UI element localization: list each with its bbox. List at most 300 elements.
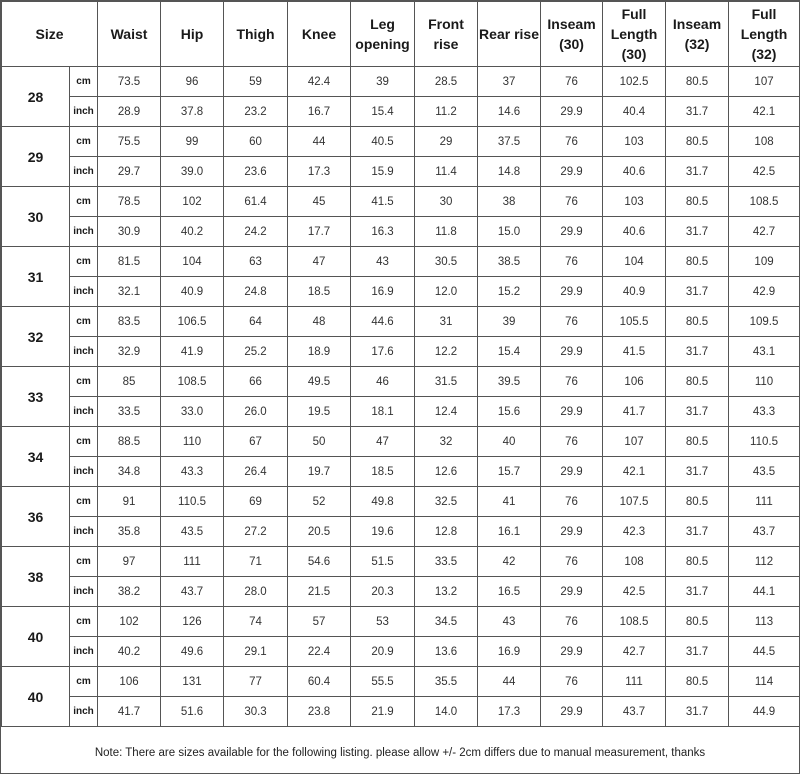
measurement-cell: 110.5 bbox=[161, 487, 224, 517]
measurement-cell: 80.5 bbox=[666, 547, 729, 577]
measurement-cell: 43.5 bbox=[729, 457, 800, 487]
measurement-cell: 76 bbox=[541, 607, 603, 637]
unit-label: cm bbox=[70, 427, 98, 457]
size-label: 31 bbox=[2, 247, 70, 307]
unit-label: cm bbox=[70, 67, 98, 97]
measurement-cell: 76 bbox=[541, 67, 603, 97]
measurement-cell: 43.7 bbox=[729, 517, 800, 547]
measurement-cell: 67 bbox=[224, 427, 288, 457]
measurement-cell: 77 bbox=[224, 667, 288, 697]
unit-label: cm bbox=[70, 367, 98, 397]
measurement-cell: 44.9 bbox=[729, 697, 800, 727]
unit-label: inch bbox=[70, 97, 98, 127]
measurement-cell: 51.6 bbox=[161, 697, 224, 727]
measurement-cell: 41.9 bbox=[161, 337, 224, 367]
measurement-cell: 23.6 bbox=[224, 157, 288, 187]
measurement-cell: 51.5 bbox=[351, 547, 415, 577]
measurement-cell: 31.7 bbox=[666, 697, 729, 727]
measurement-cell: 73.5 bbox=[98, 67, 161, 97]
measurement-cell: 18.5 bbox=[351, 457, 415, 487]
measurement-cell: 17.6 bbox=[351, 337, 415, 367]
measurement-cell: 80.5 bbox=[666, 67, 729, 97]
measurement-cell: 21.9 bbox=[351, 697, 415, 727]
measurement-cell: 42.3 bbox=[603, 517, 666, 547]
table-row bbox=[2, 337, 800, 367]
measurement-cell: 33.5 bbox=[98, 397, 161, 427]
header-knee: Knee bbox=[288, 2, 351, 67]
measurement-cell: 32 bbox=[415, 427, 478, 457]
measurement-cell: 30.9 bbox=[98, 217, 161, 247]
measurement-cell: 35.8 bbox=[98, 517, 161, 547]
measurement-cell: 40.6 bbox=[603, 157, 666, 187]
measurement-cell: 104 bbox=[161, 247, 224, 277]
measurement-cell: 74 bbox=[224, 607, 288, 637]
measurement-cell: 14.6 bbox=[478, 97, 541, 127]
measurement-cell: 16.3 bbox=[351, 217, 415, 247]
table-row bbox=[2, 367, 800, 397]
measurement-cell: 107 bbox=[729, 67, 800, 97]
header-row bbox=[2, 2, 800, 67]
measurement-cell: 18.9 bbox=[288, 337, 351, 367]
measurement-cell: 12.6 bbox=[415, 457, 478, 487]
measurement-cell: 76 bbox=[541, 487, 603, 517]
measurement-cell: 15.7 bbox=[478, 457, 541, 487]
unit-label: cm bbox=[70, 127, 98, 157]
measurement-cell: 41.5 bbox=[351, 187, 415, 217]
measurement-cell: 16.9 bbox=[478, 637, 541, 667]
measurement-cell: 103 bbox=[603, 187, 666, 217]
unit-label: cm bbox=[70, 607, 98, 637]
unit-label: inch bbox=[70, 457, 98, 487]
measurement-cell: 31.7 bbox=[666, 517, 729, 547]
measurement-cell: 22.4 bbox=[288, 637, 351, 667]
measurement-cell: 104 bbox=[603, 247, 666, 277]
measurement-cell: 76 bbox=[541, 547, 603, 577]
table-row bbox=[2, 307, 800, 337]
measurement-cell: 18.1 bbox=[351, 397, 415, 427]
measurement-cell: 85 bbox=[98, 367, 161, 397]
measurement-cell: 102 bbox=[98, 607, 161, 637]
unit-label: cm bbox=[70, 487, 98, 517]
measurement-cell: 23.2 bbox=[224, 97, 288, 127]
measurement-cell: 29.9 bbox=[541, 697, 603, 727]
measurement-cell: 96 bbox=[161, 67, 224, 97]
measurement-cell: 105.5 bbox=[603, 307, 666, 337]
measurement-cell: 29.7 bbox=[98, 157, 161, 187]
measurement-cell: 43.7 bbox=[161, 577, 224, 607]
measurement-cell: 43 bbox=[351, 247, 415, 277]
measurement-cell: 111 bbox=[729, 487, 800, 517]
measurement-cell: 32.9 bbox=[98, 337, 161, 367]
measurement-cell: 80.5 bbox=[666, 607, 729, 637]
measurement-cell: 29.9 bbox=[541, 157, 603, 187]
measurement-cell: 29.9 bbox=[541, 217, 603, 247]
measurement-cell: 20.5 bbox=[288, 517, 351, 547]
unit-label: cm bbox=[70, 667, 98, 697]
measurement-cell: 76 bbox=[541, 127, 603, 157]
measurement-cell: 39 bbox=[351, 67, 415, 97]
unit-label: inch bbox=[70, 637, 98, 667]
measurement-cell: 25.2 bbox=[224, 337, 288, 367]
size-table-body bbox=[2, 67, 800, 727]
measurement-cell: 40.2 bbox=[161, 217, 224, 247]
measurement-cell: 53 bbox=[351, 607, 415, 637]
unit-label: cm bbox=[70, 307, 98, 337]
size-label: 40 bbox=[2, 667, 70, 727]
measurement-cell: 42.1 bbox=[603, 457, 666, 487]
measurement-cell: 47 bbox=[288, 247, 351, 277]
measurement-cell: 83.5 bbox=[98, 307, 161, 337]
measurement-cell: 31.7 bbox=[666, 97, 729, 127]
measurement-cell: 57 bbox=[288, 607, 351, 637]
measurement-cell: 31.7 bbox=[666, 157, 729, 187]
measurement-cell: 16.9 bbox=[351, 277, 415, 307]
measurement-cell: 29.9 bbox=[541, 337, 603, 367]
table-row bbox=[2, 637, 800, 667]
measurement-cell: 106.5 bbox=[161, 307, 224, 337]
measurement-cell: 112 bbox=[729, 547, 800, 577]
table-row bbox=[2, 457, 800, 487]
measurement-cell: 47 bbox=[351, 427, 415, 457]
measurement-cell: 45 bbox=[288, 187, 351, 217]
measurement-cell: 103 bbox=[603, 127, 666, 157]
measurement-cell: 54.6 bbox=[288, 547, 351, 577]
measurement-cell: 29.9 bbox=[541, 277, 603, 307]
measurement-cell: 40.9 bbox=[603, 277, 666, 307]
measurement-cell: 80.5 bbox=[666, 307, 729, 337]
measurement-cell: 32.5 bbox=[415, 487, 478, 517]
measurement-cell: 28.0 bbox=[224, 577, 288, 607]
measurement-cell: 12.0 bbox=[415, 277, 478, 307]
measurement-cell: 35.5 bbox=[415, 667, 478, 697]
measurement-cell: 31.7 bbox=[666, 337, 729, 367]
measurement-cell: 39 bbox=[478, 307, 541, 337]
measurement-cell: 13.6 bbox=[415, 637, 478, 667]
header-inseam-32: Inseam (32) bbox=[666, 2, 729, 67]
measurement-cell: 37 bbox=[478, 67, 541, 97]
measurement-cell: 59 bbox=[224, 67, 288, 97]
measurement-cell: 38.2 bbox=[98, 577, 161, 607]
measurement-cell: 15.4 bbox=[351, 97, 415, 127]
unit-label: inch bbox=[70, 697, 98, 727]
table-row bbox=[2, 247, 800, 277]
measurement-cell: 16.5 bbox=[478, 577, 541, 607]
measurement-cell: 107.5 bbox=[603, 487, 666, 517]
header-rear-rise: Rear rise bbox=[478, 2, 541, 67]
measurement-cell: 11.2 bbox=[415, 97, 478, 127]
table-row bbox=[2, 157, 800, 187]
measurement-cell: 80.5 bbox=[666, 427, 729, 457]
measurement-cell: 110 bbox=[729, 367, 800, 397]
table-row bbox=[2, 217, 800, 247]
measurement-cell: 17.3 bbox=[288, 157, 351, 187]
unit-label: cm bbox=[70, 547, 98, 577]
measurement-cell: 49.8 bbox=[351, 487, 415, 517]
measurement-cell: 99 bbox=[161, 127, 224, 157]
measurement-cell: 14.8 bbox=[478, 157, 541, 187]
size-label: 28 bbox=[2, 67, 70, 127]
measurement-cell: 41.7 bbox=[98, 697, 161, 727]
measurement-cell: 78.5 bbox=[98, 187, 161, 217]
measurement-cell: 26.4 bbox=[224, 457, 288, 487]
table-row bbox=[2, 277, 800, 307]
measurement-cell: 42.1 bbox=[729, 97, 800, 127]
measurement-cell: 49.5 bbox=[288, 367, 351, 397]
measurement-cell: 16.1 bbox=[478, 517, 541, 547]
size-label: 34 bbox=[2, 427, 70, 487]
measurement-cell: 41.5 bbox=[603, 337, 666, 367]
header-size: Size bbox=[2, 2, 98, 67]
measurement-cell: 12.8 bbox=[415, 517, 478, 547]
measurement-cell: 23.8 bbox=[288, 697, 351, 727]
measurement-cell: 31.7 bbox=[666, 577, 729, 607]
header-leg-opening: Leg opening bbox=[351, 2, 415, 67]
measurement-cell: 42.9 bbox=[729, 277, 800, 307]
measurement-cell: 30.3 bbox=[224, 697, 288, 727]
measurement-cell: 76 bbox=[541, 667, 603, 697]
measurement-cell: 108.5 bbox=[603, 607, 666, 637]
measurement-cell: 30 bbox=[415, 187, 478, 217]
measurement-cell: 52 bbox=[288, 487, 351, 517]
measurement-cell: 44.6 bbox=[351, 307, 415, 337]
measurement-cell: 49.6 bbox=[161, 637, 224, 667]
measurement-cell: 131 bbox=[161, 667, 224, 697]
header-thigh: Thigh bbox=[224, 2, 288, 67]
measurement-cell: 37.8 bbox=[161, 97, 224, 127]
measurement-cell: 64 bbox=[224, 307, 288, 337]
measurement-cell: 29 bbox=[415, 127, 478, 157]
measurement-cell: 13.2 bbox=[415, 577, 478, 607]
measurement-cell: 15.4 bbox=[478, 337, 541, 367]
table-row bbox=[2, 127, 800, 157]
measurement-cell: 44.1 bbox=[729, 577, 800, 607]
measurement-cell: 60.4 bbox=[288, 667, 351, 697]
measurement-cell: 106 bbox=[98, 667, 161, 697]
measurement-cell: 75.5 bbox=[98, 127, 161, 157]
table-row bbox=[2, 697, 800, 727]
measurement-cell: 24.8 bbox=[224, 277, 288, 307]
measurement-cell: 31.7 bbox=[666, 277, 729, 307]
measurement-cell: 46 bbox=[351, 367, 415, 397]
unit-label: inch bbox=[70, 577, 98, 607]
size-chart-table bbox=[1, 1, 800, 727]
measurement-cell: 29.1 bbox=[224, 637, 288, 667]
measurement-cell: 38.5 bbox=[478, 247, 541, 277]
measurement-cell: 29.9 bbox=[541, 637, 603, 667]
size-label: 40 bbox=[2, 607, 70, 667]
measurement-cell: 42.5 bbox=[729, 157, 800, 187]
measurement-cell: 114 bbox=[729, 667, 800, 697]
measurement-cell: 102.5 bbox=[603, 67, 666, 97]
measurement-cell: 50 bbox=[288, 427, 351, 457]
table-row bbox=[2, 487, 800, 517]
measurement-cell: 108.5 bbox=[161, 367, 224, 397]
measurement-cell: 42 bbox=[478, 547, 541, 577]
measurement-cell: 33.0 bbox=[161, 397, 224, 427]
measurement-cell: 43.5 bbox=[161, 517, 224, 547]
measurement-cell: 91 bbox=[98, 487, 161, 517]
measurement-cell: 15.9 bbox=[351, 157, 415, 187]
measurement-cell: 43 bbox=[478, 607, 541, 637]
measurement-cell: 63 bbox=[224, 247, 288, 277]
measurement-cell: 20.3 bbox=[351, 577, 415, 607]
measurement-cell: 43.3 bbox=[729, 397, 800, 427]
header-inseam-30: Inseam (30) bbox=[541, 2, 603, 67]
measurement-cell: 111 bbox=[603, 667, 666, 697]
size-label: 38 bbox=[2, 547, 70, 607]
measurement-cell: 42.5 bbox=[603, 577, 666, 607]
measurement-cell: 15.2 bbox=[478, 277, 541, 307]
measurement-cell: 11.4 bbox=[415, 157, 478, 187]
measurement-cell: 69 bbox=[224, 487, 288, 517]
measurement-cell: 31.5 bbox=[415, 367, 478, 397]
measurement-cell: 110.5 bbox=[729, 427, 800, 457]
measurement-cell: 81.5 bbox=[98, 247, 161, 277]
measurement-cell: 55.5 bbox=[351, 667, 415, 697]
header-front-rise: Front rise bbox=[415, 2, 478, 67]
measurement-cell: 33.5 bbox=[415, 547, 478, 577]
measurement-cell: 44 bbox=[478, 667, 541, 697]
measurement-cell: 42.4 bbox=[288, 67, 351, 97]
measurement-cell: 111 bbox=[161, 547, 224, 577]
table-row bbox=[2, 397, 800, 427]
unit-label: inch bbox=[70, 277, 98, 307]
measurement-cell: 37.5 bbox=[478, 127, 541, 157]
measurement-cell: 29.9 bbox=[541, 577, 603, 607]
measurement-cell: 39.5 bbox=[478, 367, 541, 397]
measurement-note: Note: There are sizes available for the following listing. please allow +/- 2cm differs due to manual measurement, thanks bbox=[94, 747, 706, 759]
measurement-cell: 107 bbox=[603, 427, 666, 457]
measurement-cell: 106 bbox=[603, 367, 666, 397]
measurement-cell: 14.0 bbox=[415, 697, 478, 727]
measurement-cell: 109.5 bbox=[729, 307, 800, 337]
measurement-cell: 76 bbox=[541, 367, 603, 397]
table-row bbox=[2, 607, 800, 637]
measurement-cell: 31.7 bbox=[666, 397, 729, 427]
measurement-cell: 40.9 bbox=[161, 277, 224, 307]
measurement-cell: 113 bbox=[729, 607, 800, 637]
measurement-cell: 44.5 bbox=[729, 637, 800, 667]
measurement-cell: 34.8 bbox=[98, 457, 161, 487]
unit-label: inch bbox=[70, 517, 98, 547]
size-label: 29 bbox=[2, 127, 70, 187]
measurement-cell: 12.2 bbox=[415, 337, 478, 367]
measurement-cell: 27.2 bbox=[224, 517, 288, 547]
measurement-cell: 76 bbox=[541, 187, 603, 217]
measurement-cell: 43.3 bbox=[161, 457, 224, 487]
measurement-cell: 19.6 bbox=[351, 517, 415, 547]
unit-label: inch bbox=[70, 337, 98, 367]
measurement-cell: 17.7 bbox=[288, 217, 351, 247]
measurement-cell: 108 bbox=[729, 127, 800, 157]
measurement-cell: 102 bbox=[161, 187, 224, 217]
measurement-cell: 61.4 bbox=[224, 187, 288, 217]
measurement-cell: 80.5 bbox=[666, 127, 729, 157]
measurement-cell: 18.5 bbox=[288, 277, 351, 307]
measurement-cell: 12.4 bbox=[415, 397, 478, 427]
header-full-length-30: Full Length (30) bbox=[603, 2, 666, 67]
measurement-cell: 24.2 bbox=[224, 217, 288, 247]
measurement-cell: 108 bbox=[603, 547, 666, 577]
table-row bbox=[2, 427, 800, 457]
table-row bbox=[2, 577, 800, 607]
measurement-cell: 15.0 bbox=[478, 217, 541, 247]
measurement-cell: 29.9 bbox=[541, 97, 603, 127]
table-row bbox=[2, 67, 800, 97]
measurement-cell: 29.9 bbox=[541, 457, 603, 487]
measurement-cell: 17.3 bbox=[478, 697, 541, 727]
unit-label: cm bbox=[70, 187, 98, 217]
measurement-cell: 80.5 bbox=[666, 367, 729, 397]
measurement-cell: 43.1 bbox=[729, 337, 800, 367]
measurement-cell: 109 bbox=[729, 247, 800, 277]
measurement-cell: 71 bbox=[224, 547, 288, 577]
unit-label: inch bbox=[70, 397, 98, 427]
unit-label: cm bbox=[70, 247, 98, 277]
measurement-cell: 30.5 bbox=[415, 247, 478, 277]
measurement-cell: 40 bbox=[478, 427, 541, 457]
measurement-cell: 76 bbox=[541, 307, 603, 337]
measurement-cell: 80.5 bbox=[666, 247, 729, 277]
measurement-cell: 34.5 bbox=[415, 607, 478, 637]
measurement-cell: 44 bbox=[288, 127, 351, 157]
size-label: 30 bbox=[2, 187, 70, 247]
measurement-cell: 80.5 bbox=[666, 187, 729, 217]
header-waist: Waist bbox=[98, 2, 161, 67]
measurement-cell: 39.0 bbox=[161, 157, 224, 187]
measurement-cell: 19.5 bbox=[288, 397, 351, 427]
size-label: 33 bbox=[2, 367, 70, 427]
measurement-cell: 40.5 bbox=[351, 127, 415, 157]
measurement-cell: 38 bbox=[478, 187, 541, 217]
size-label: 32 bbox=[2, 307, 70, 367]
measurement-cell: 19.7 bbox=[288, 457, 351, 487]
measurement-cell: 40.2 bbox=[98, 637, 161, 667]
table-row bbox=[2, 97, 800, 127]
measurement-cell: 108.5 bbox=[729, 187, 800, 217]
measurement-cell: 28.5 bbox=[415, 67, 478, 97]
size-label: 36 bbox=[2, 487, 70, 547]
table-row bbox=[2, 517, 800, 547]
header-full-length-32: Full Length (32) bbox=[729, 2, 800, 67]
unit-label: inch bbox=[70, 217, 98, 247]
measurement-cell: 29.9 bbox=[541, 517, 603, 547]
measurement-cell: 32.1 bbox=[98, 277, 161, 307]
measurement-cell: 28.9 bbox=[98, 97, 161, 127]
measurement-cell: 41 bbox=[478, 487, 541, 517]
measurement-cell: 31.7 bbox=[666, 637, 729, 667]
measurement-cell: 16.7 bbox=[288, 97, 351, 127]
measurement-cell: 42.7 bbox=[729, 217, 800, 247]
measurement-cell: 80.5 bbox=[666, 487, 729, 517]
measurement-cell: 76 bbox=[541, 247, 603, 277]
measurement-cell: 48 bbox=[288, 307, 351, 337]
measurement-cell: 21.5 bbox=[288, 577, 351, 607]
measurement-cell: 11.8 bbox=[415, 217, 478, 247]
measurement-cell: 40.4 bbox=[603, 97, 666, 127]
measurement-cell: 97 bbox=[98, 547, 161, 577]
table-row bbox=[2, 547, 800, 577]
measurement-cell: 42.7 bbox=[603, 637, 666, 667]
measurement-cell: 66 bbox=[224, 367, 288, 397]
measurement-cell: 110 bbox=[161, 427, 224, 457]
unit-label: inch bbox=[70, 157, 98, 187]
measurement-cell: 88.5 bbox=[98, 427, 161, 457]
measurement-cell: 15.6 bbox=[478, 397, 541, 427]
measurement-cell: 43.7 bbox=[603, 697, 666, 727]
header-hip: Hip bbox=[161, 2, 224, 67]
measurement-cell: 20.9 bbox=[351, 637, 415, 667]
